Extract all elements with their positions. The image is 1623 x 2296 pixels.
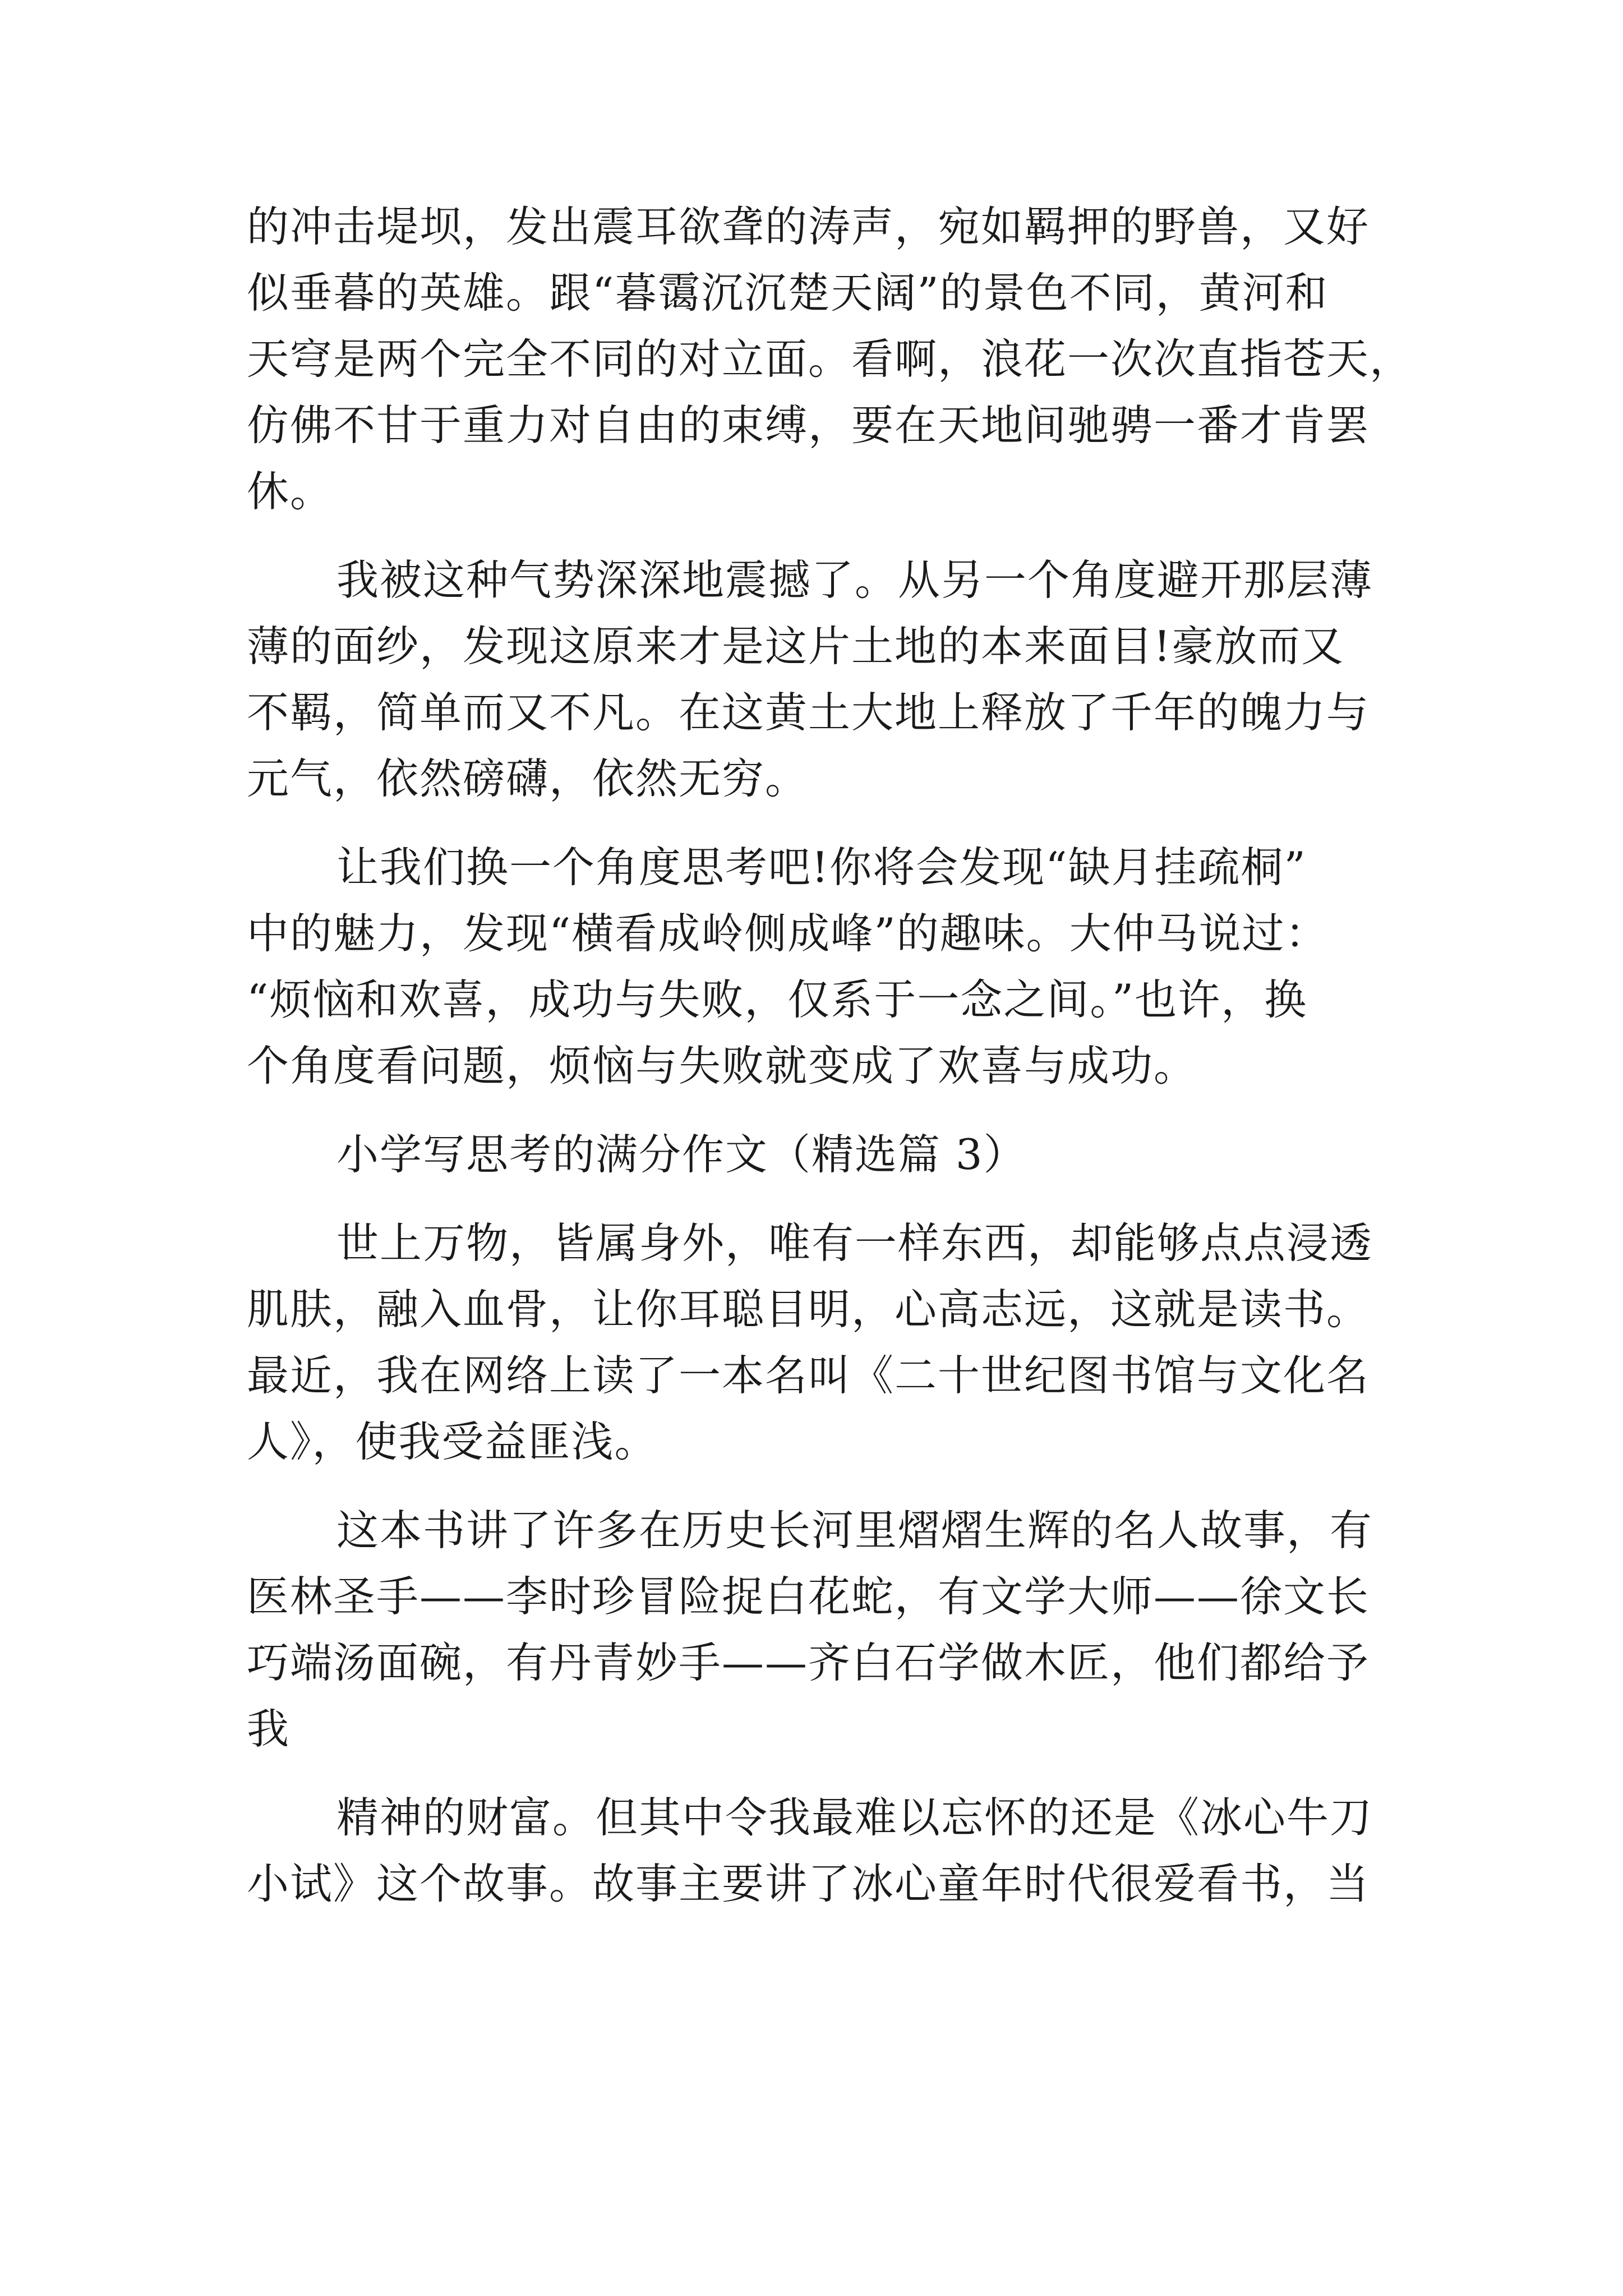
text-line: 我 (247, 1704, 291, 1754)
text-line: 我被这种气势深深地震撼了。从另一个角度避开那层薄 (336, 555, 1373, 605)
paragraph-yellow-river-waves (247, 194, 1413, 524)
text-line: 个角度看问题，烦恼与失败就变成了欢喜与成功。 (247, 1041, 1197, 1091)
text-line: 元气，依然磅礴，依然无穷。 (247, 754, 809, 803)
text-line: 的冲击堤坝，发出震耳欲聋的涛声，宛如羁押的野兽，又好 (247, 202, 1370, 251)
text-line: “烦恼和欢喜，成功与失败，仅系于一念之间。”也许，换 (247, 975, 1308, 1024)
text-line: 医林圣手——李时珍冒险捉白花蛇，有文学大师——徐文长 (247, 1572, 1370, 1621)
text-line: 肌肤，融入血骨，让你耳聪目明，心高志远，这就是读书。 (247, 1285, 1370, 1334)
section-title: 小学写思考的满分作文（精选篇 3） (336, 1130, 1027, 1179)
text-line: 精神的财富。但其中令我最难以忘怀的还是《冰心牛刀 (336, 1793, 1373, 1842)
paragraph-bingxin-story (247, 1784, 1391, 1917)
paragraph-famous-stories (247, 1497, 1391, 1762)
text-line: 休。 (247, 467, 334, 516)
text-line: 天穹是两个完全不同的对立面。看啊，浪花一次次直指苍天， (247, 334, 1413, 384)
text-line: 仿佛不甘于重力对自由的束缚，要在天地间驰骋一番才肯罢 (247, 401, 1370, 450)
text-line: 让我们换一个角度思考吧!你将会发现“缺月挂疏桐” (336, 843, 1307, 892)
text-line: 似垂暮的英雄。跟“暮霭沉沉楚天阔”的景色不同，黄河和 (247, 268, 1329, 318)
text-line: 不羁，简单而又不凡。在这黄土大地上释放了千年的魄力与 (247, 688, 1370, 737)
text-line: 这本书讲了许多在历史长河里熠熠生辉的名人故事，有 (336, 1506, 1373, 1555)
paragraph-change-perspective (247, 834, 1391, 1099)
text-line: 中的魅力，发现“横看成岭侧成峰”的趣味。大仲马说过： (247, 909, 1329, 958)
text-line: 世上万物，皆属身外，唯有一样东西，却能够点点浸透 (336, 1218, 1373, 1268)
text-line: 最近，我在网络上读了一本名叫《二十世纪图书馆与文化名 (247, 1351, 1370, 1400)
text-line: 人》，使我受益匪浅。 (247, 1417, 658, 1466)
paragraph-reading-books (247, 1210, 1391, 1475)
text-line: 薄的面纱，发现这原来才是这片土地的本来面目!豪放而又 (247, 622, 1345, 671)
paragraph-shocked-by-momentum (247, 547, 1391, 812)
text-line: 小试》这个故事。故事主要讲了冰心童年时代很爱看书，当 (247, 1859, 1370, 1908)
document-body (247, 194, 1413, 1917)
text-line: 巧端汤面碗，有丹青妙手——齐白石学做木匠，他们都给予 (247, 1638, 1370, 1687)
section-heading (247, 1121, 1391, 1188)
